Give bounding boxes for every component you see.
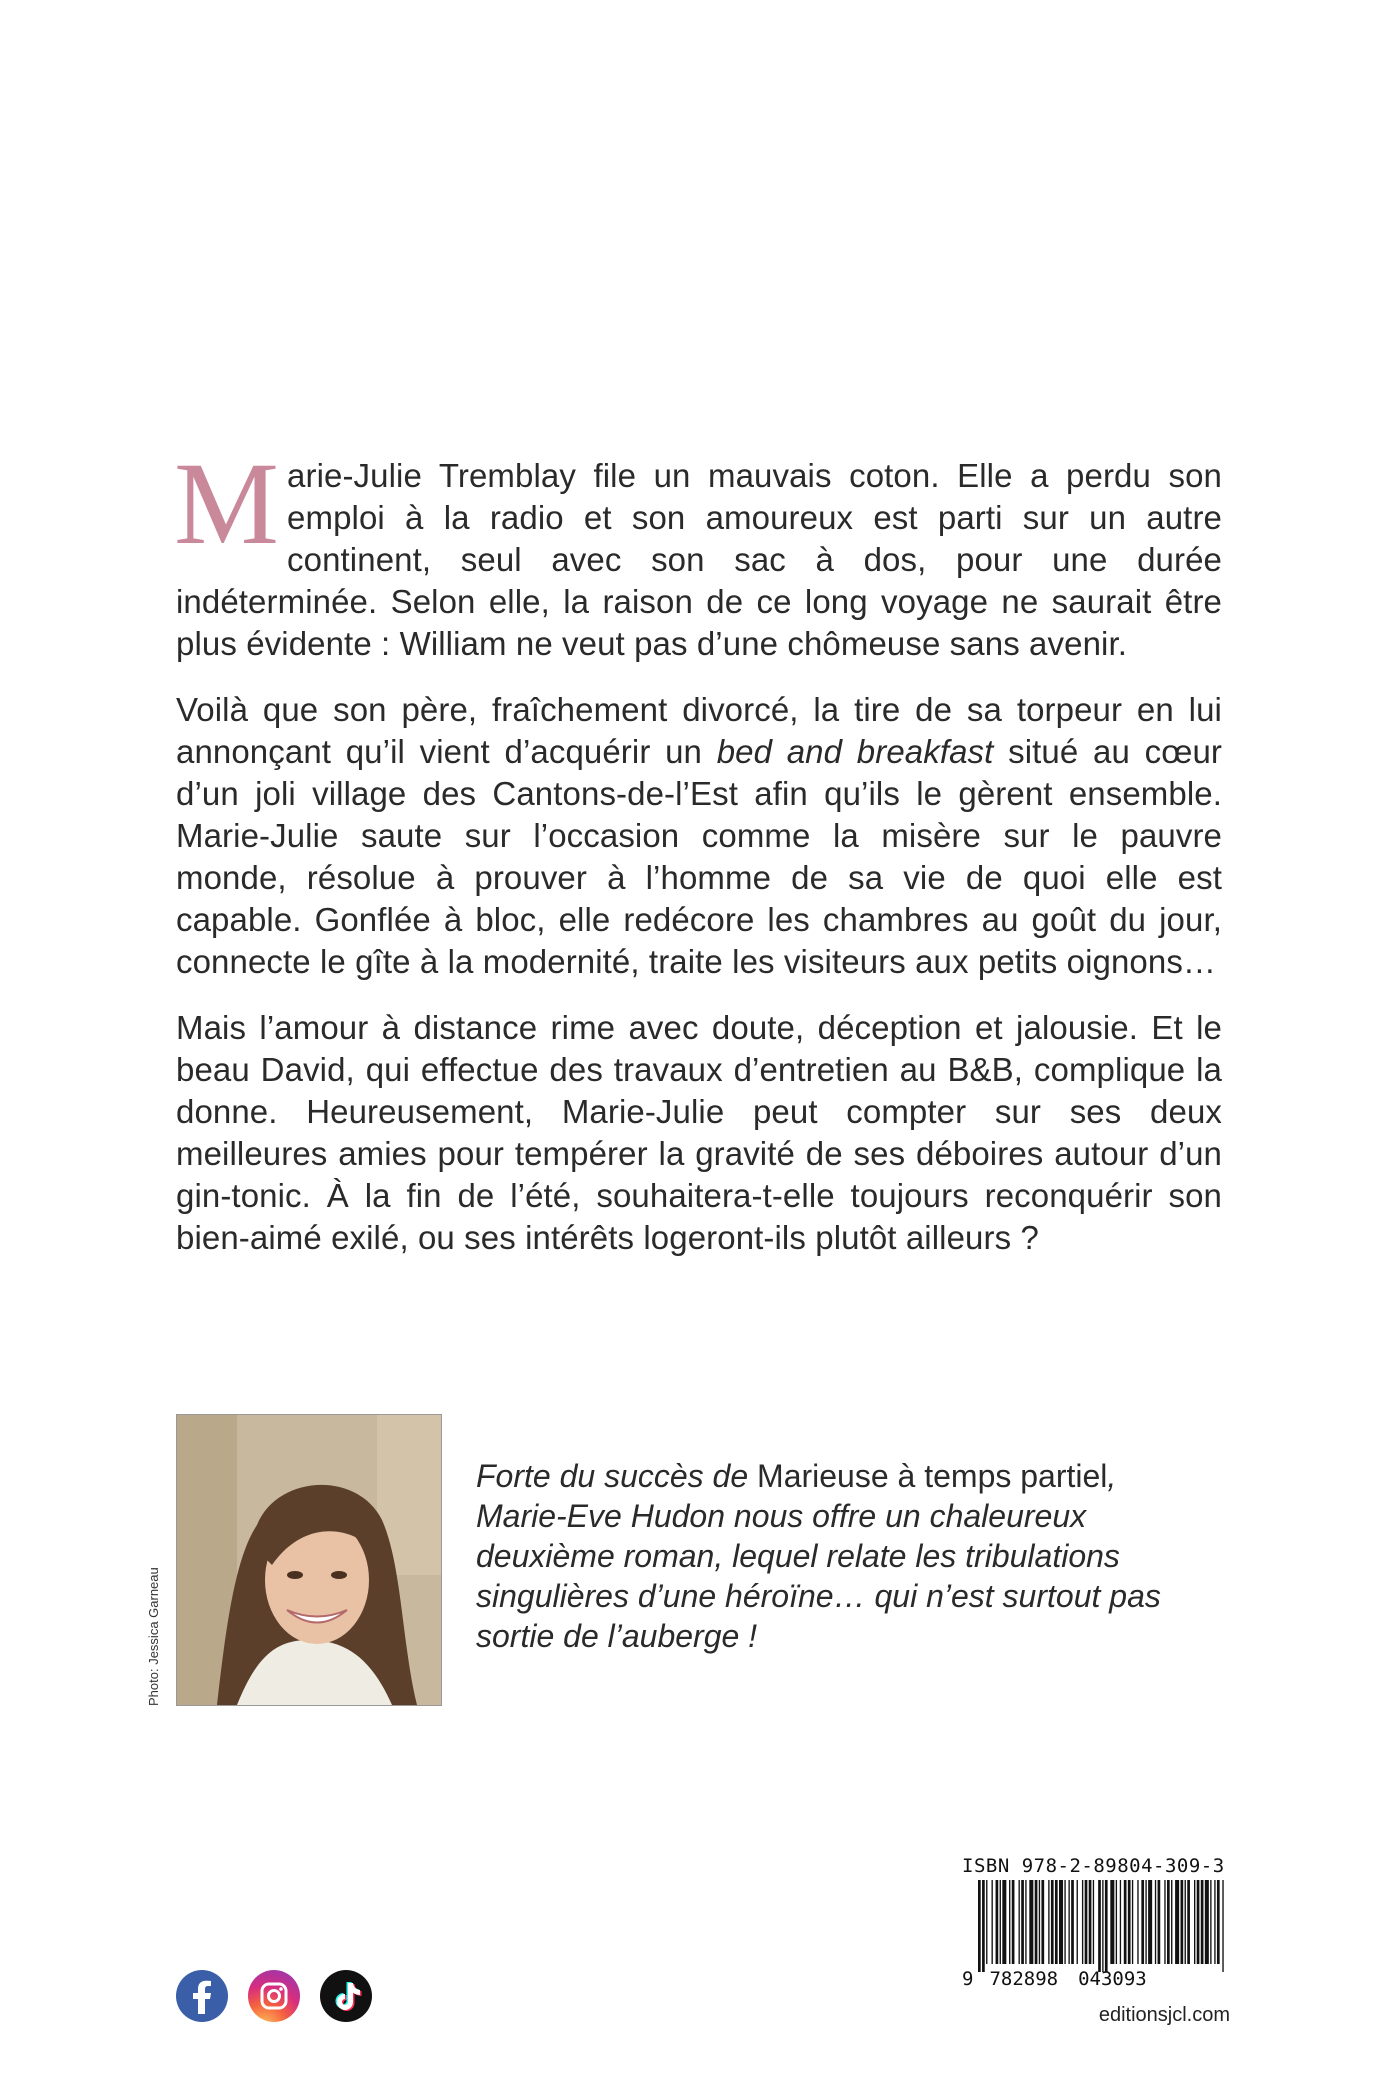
barcode-bar xyxy=(1082,1880,1083,1964)
barcode-bar xyxy=(1048,1880,1049,1964)
barcode-bar xyxy=(1214,1880,1215,1964)
barcode-bar xyxy=(1222,1880,1223,1972)
author-quote xyxy=(476,1456,1196,1656)
synopsis-paragraph-2 xyxy=(176,689,1222,983)
barcode-bar xyxy=(1025,1880,1026,1964)
isbn-digits xyxy=(962,1968,1147,1990)
barcode-bar xyxy=(1064,1880,1065,1964)
barcode-bar xyxy=(1002,1880,1006,1964)
barcode-bar xyxy=(1089,1880,1092,1964)
publisher-website[interactable]: editionsjcl.com xyxy=(1098,2004,1230,2026)
barcode-bar xyxy=(1141,1880,1144,1964)
barcode xyxy=(978,1880,1226,1972)
isbn-digit-group-2: 782898 xyxy=(989,1968,1059,1990)
synopsis xyxy=(174,438,1222,1283)
drop-cap: M xyxy=(174,438,280,569)
barcode-bar xyxy=(1197,1880,1200,1964)
synopsis-paragraph-3: Mais l’amour à distance rime avec doute, déception et jalousie. Et le beau David, qui effectue des travaux d’entretien au B&B, complique la donne. Heureusement, Marie-Julie peut compter sur ses deux meilleures amies pour tempérer la gravité de ses déboires autour d’un gin-tonic. À la fin de l’été, souhaitera-t-elle toujours reconquérir son bien-aimé exilé, ou ses intérêts logeront-ils plutôt ailleurs ? xyxy=(176,1009,1222,1256)
isbn-digit-group-1: 9 xyxy=(962,1968,974,1990)
barcode-bar xyxy=(1035,1880,1038,1964)
barcode-bar xyxy=(1021,1880,1024,1964)
barcode-bar xyxy=(1000,1880,1001,1964)
barcode-bar xyxy=(1132,1880,1133,1964)
isbn-digit-group-3: 043093 xyxy=(1078,1968,1147,1990)
barcode-bar xyxy=(1128,1880,1131,1964)
barcode-bar xyxy=(982,1880,985,1972)
barcode-bar xyxy=(1029,1880,1033,1964)
barcode-bar xyxy=(1068,1880,1069,1964)
barcode-bar xyxy=(978,1880,981,1972)
barcode-bar xyxy=(1051,1880,1054,1964)
author-quote-text-b: , Marie-Eve Hudon nous offre un chaleureux deuxième roman, lequel relate les tribulations singulières d’une héroïne… qui n’est surtout pas sortie de l’auberge ! xyxy=(476,1458,1161,1654)
barcode-bar xyxy=(1194,1880,1195,1964)
barcode-bar xyxy=(1158,1880,1161,1964)
barcode-bar xyxy=(1217,1880,1220,1964)
author-photo xyxy=(176,1414,442,1706)
barcode-bar xyxy=(1102,1880,1103,1972)
barcode-bar xyxy=(1039,1880,1040,1964)
barcode-bar xyxy=(1205,1880,1209,1964)
barcode-bar xyxy=(1137,1880,1138,1964)
italic-phrase: bed and breakfast xyxy=(716,733,994,770)
barcode-bar xyxy=(1059,1880,1063,1964)
barcode-bar xyxy=(1124,1880,1127,1964)
barcode-bar xyxy=(1012,1880,1015,1964)
synopsis-paragraph-2-text-a: Voilà que son père, fraîchement divorcé, la tire de sa torpeur en lui annonçant qu’il vient d’acquérir un xyxy=(176,691,1222,770)
synopsis-paragraph-1-text: arie-Julie Tremblay file un mauvais coton. Elle a perdu son emploi à la radio et son amoureux est parti sur un autre continent, seul avec son sac à dos, pour une durée indéterminée. Selon elle, la raison de ce long voyage ne saurait être plus évidente : William ne veut pas d’une chômeuse sans avenir. xyxy=(176,457,1222,662)
barcode-bar xyxy=(1055,1880,1058,1964)
barcode-bar xyxy=(1019,1880,1020,1964)
barcode-bar xyxy=(986,1880,987,1964)
social-links xyxy=(176,1970,372,2022)
barcode-bar xyxy=(1041,1880,1044,1964)
barcode-bar xyxy=(1145,1880,1146,1964)
barcode-bar xyxy=(1120,1880,1121,1964)
synopsis-paragraph-2-text-b: situé au cœur d’un joli village des Cantons-de-l’Est afin qu’ils le gèrent ensemble. Marie-Julie saute sur l’occasion comme la misère sur le pauvre monde, résolue à prouver à l’homme de sa vie de quoi elle est capable. Gonflée à bloc, elle redécore les chambres au goût du jour, connecte le gîte à la modernité, traite les visiteurs aux petits oignons… xyxy=(176,733,1222,980)
barcode-bar xyxy=(992,1880,993,1964)
barcode-bar xyxy=(1110,1880,1114,1964)
barcode-bar xyxy=(996,1880,999,1964)
barcode-bar xyxy=(1167,1880,1170,1964)
barcode-bar xyxy=(1181,1880,1184,1964)
barcode-bar xyxy=(1098,1880,1101,1972)
barcode-bar xyxy=(1187,1880,1190,1964)
facebook-icon[interactable] xyxy=(176,1970,228,2022)
isbn-label: ISBN 978-2-89804-309-3 xyxy=(962,1855,1225,1877)
tiktok-icon[interactable] xyxy=(320,1970,372,2022)
barcode-bar xyxy=(1093,1880,1094,1964)
synopsis-paragraph-1 xyxy=(174,438,1222,665)
barcode-bar xyxy=(1116,1880,1117,1964)
barcode-bar xyxy=(1171,1880,1172,1964)
barcode-bar xyxy=(1148,1880,1152,1964)
barcode-bar xyxy=(1085,1880,1088,1964)
barcode-bar xyxy=(1105,1880,1108,1972)
photo-credit: Photo: Jessica Garneau xyxy=(146,1567,161,1706)
barcode-bar xyxy=(1009,1880,1010,1964)
barcode-bar xyxy=(1185,1880,1186,1964)
instagram-icon[interactable] xyxy=(248,1970,300,2022)
barcode-bar xyxy=(1077,1880,1078,1964)
previous-book-title: Marieuse à temps partiel xyxy=(757,1458,1108,1494)
barcode-bar xyxy=(1164,1880,1165,1964)
author-quote-text-a: Forte du succès de xyxy=(476,1458,758,1494)
barcode-bar xyxy=(1210,1880,1211,1964)
barcode-bar xyxy=(1155,1880,1156,1964)
barcode-bar xyxy=(1071,1880,1074,1964)
barcode-bar xyxy=(1175,1880,1179,1964)
barcode-bar xyxy=(1201,1880,1204,1964)
